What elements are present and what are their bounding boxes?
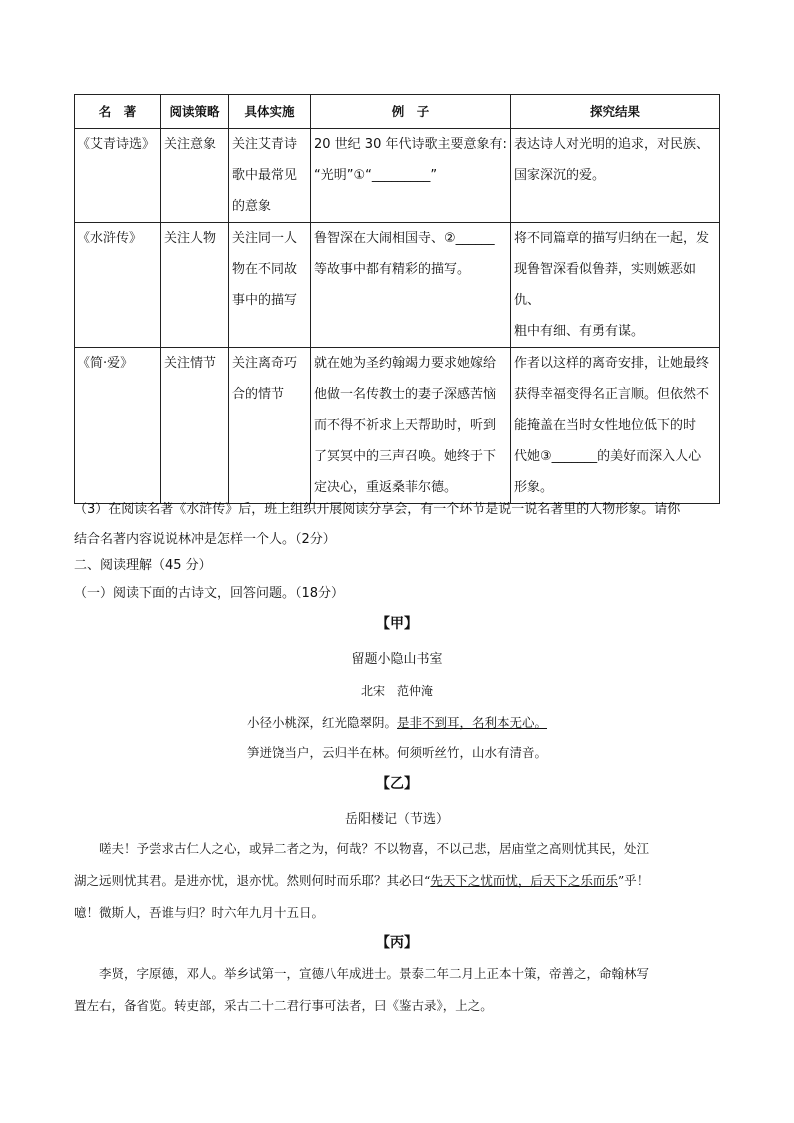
header-action: 具体实施 — [229, 95, 311, 129]
cell-action — [229, 348, 311, 504]
header-book: 名 著 — [75, 95, 161, 129]
section-2-heading: 二、阅读理解（45 分） — [74, 558, 212, 573]
cell-text-line: 鲁智深在大闹相国寺、②______ — [314, 231, 495, 246]
cell-text-line: 国家深沉的爱。 — [514, 168, 606, 183]
bing-line-1: 李贤，字原德，邓人。举乡试第一，宣德八年成进士。景泰二年二月上正本十策，帝善之，命翰林写 — [99, 966, 650, 981]
cell-strategy: 关注情节 — [161, 348, 229, 504]
poem-line-2: 笋迸饶当户，云归半在林。何须听丝竹，山水有清音。 — [246, 745, 547, 760]
cell-text-line: 他做一名传教士的妻子深感苦恼 — [314, 387, 497, 402]
cell-text-line: 了冥冥中的三声召唤。她终于下 — [314, 449, 497, 464]
question-3 — [74, 495, 724, 555]
poem-line-1 — [0, 713, 794, 731]
essay-line-2-underlined: 先天下之忧而忧，后天下之乐而乐 — [430, 873, 618, 888]
cell-result — [511, 129, 720, 223]
essay-line-1: 嗟夫！予尝求古仁人之心，或异二者之为，何哉？不以物喜，不以己悲，居庙堂之高则忧其民，处江 — [99, 841, 650, 856]
essay-line-2-text: 湖之远则忧其君。是进亦忧，退亦忧。然则何时而乐耶？其必曰“ — [74, 873, 431, 888]
cell-action — [229, 223, 311, 348]
poem-line-1-text: 小径小桃深，红光隐翠阴。 — [246, 715, 397, 730]
cell-text-line: 表达诗人对光明的追求，对民族、 — [514, 137, 710, 152]
cell-text-line: 的意象 — [232, 199, 272, 214]
cell-example — [311, 348, 511, 504]
essay-paragraph — [74, 833, 724, 929]
cell-strategy: 关注人物 — [161, 223, 229, 348]
header-result: 探究结果 — [511, 95, 720, 129]
cell-text-line: 现鲁智深看似鲁莽，实则嫉恶如仇、 — [514, 262, 697, 308]
essay-line-2 — [74, 865, 724, 897]
cell-result — [511, 348, 720, 504]
table-header-row — [75, 95, 720, 129]
subsection-1-heading: （一）阅读下面的古诗文，回答问题。（18分） — [74, 586, 345, 601]
cell-text-line: 关注艾青诗 — [232, 137, 298, 152]
cell-text-line: 作者以这样的离奇安排，让她最终 — [514, 356, 710, 371]
cell-text-line: 等故事中都有精彩的描写。 — [314, 262, 471, 277]
cell-text-line: 关注离奇巧 — [232, 356, 298, 371]
question-3-line2: 结合名著内容说说林冲是怎样一个人。（2分） — [74, 532, 336, 547]
bing-paragraph — [74, 958, 724, 1022]
cell-strategy: 关注意象 — [161, 129, 229, 223]
essay-line-2-end: ”乎！ — [617, 873, 650, 888]
header-strategy: 阅读策略 — [161, 95, 229, 129]
cell-text-line: 获得幸福变得名正言顺。但依然不 — [514, 387, 710, 402]
section-marker-jia: 【甲】 — [376, 616, 418, 632]
question-3-line1: （3）在阅读名著《水浒传》后，班上组织开展阅读分享会，有一个环节是说一说名著里的人物形象。请你 — [74, 502, 681, 517]
cell-text-line: 粗中有细、有勇有谋。 — [514, 324, 645, 339]
section-marker-yi: 【乙】 — [376, 776, 418, 792]
cell-text-line: 就在她为圣约翰竭力要求她嫁给 — [314, 356, 497, 371]
poem-title: 留题小隐山书室 — [351, 652, 443, 667]
table-row — [75, 348, 720, 504]
cell-text-line: 20 世纪 30 年代诗歌主要意象有: — [314, 137, 507, 152]
cell-text-line: 定决心，重返桑菲尔德。 — [314, 480, 458, 495]
cell-result — [511, 223, 720, 348]
header-example: 例 子 — [311, 95, 511, 129]
cell-example — [311, 223, 511, 348]
section-marker-bing: 【丙】 — [376, 935, 418, 951]
cell-text-line: 合的情节 — [232, 387, 285, 402]
cell-text-line: 事中的描写 — [232, 293, 298, 308]
cell-text-line: 物在不同故 — [232, 262, 298, 277]
table-row — [75, 129, 720, 223]
cell-book: 《简·爱》 — [75, 348, 161, 504]
cell-text-line: 关注同一人 — [232, 231, 298, 246]
poem-author: 北宋 范仲淹 — [360, 684, 433, 698]
cell-action — [229, 129, 311, 223]
cell-example — [311, 129, 511, 223]
essay-line-3: 噫！微斯人，吾谁与归？时六年九月十五日。 — [74, 905, 325, 920]
cell-text-line: 将不同篇章的描写归纳在一起，发 — [514, 231, 710, 246]
cell-text-line: 形象。 — [514, 480, 554, 495]
poem-line-1-underlined: 是非不到耳，名利本无心。 — [397, 715, 548, 730]
cell-text-line: 能掩盖在当时女性地位低下的时 — [514, 418, 697, 433]
cell-book: 《艾青诗选》 — [75, 129, 161, 223]
cell-text-line: 代她③_______的美好而深入人心 — [514, 449, 702, 464]
cell-text-line: “光明”①“_________” — [314, 168, 438, 183]
cell-book: 《水浒传》 — [75, 223, 161, 348]
cell-text-line: 而不得不祈求上天帮助时，听到 — [314, 418, 497, 433]
reading-strategy-table — [74, 94, 720, 504]
bing-line-2: 置左右，备省览。转吏部，采古二十二君行事可法者，曰《鉴古录》，上之。 — [74, 998, 493, 1013]
essay-title: 岳阳楼记（节选） — [344, 812, 449, 827]
cell-text-line: 歌中最常见 — [232, 168, 298, 183]
table-row — [75, 223, 720, 348]
